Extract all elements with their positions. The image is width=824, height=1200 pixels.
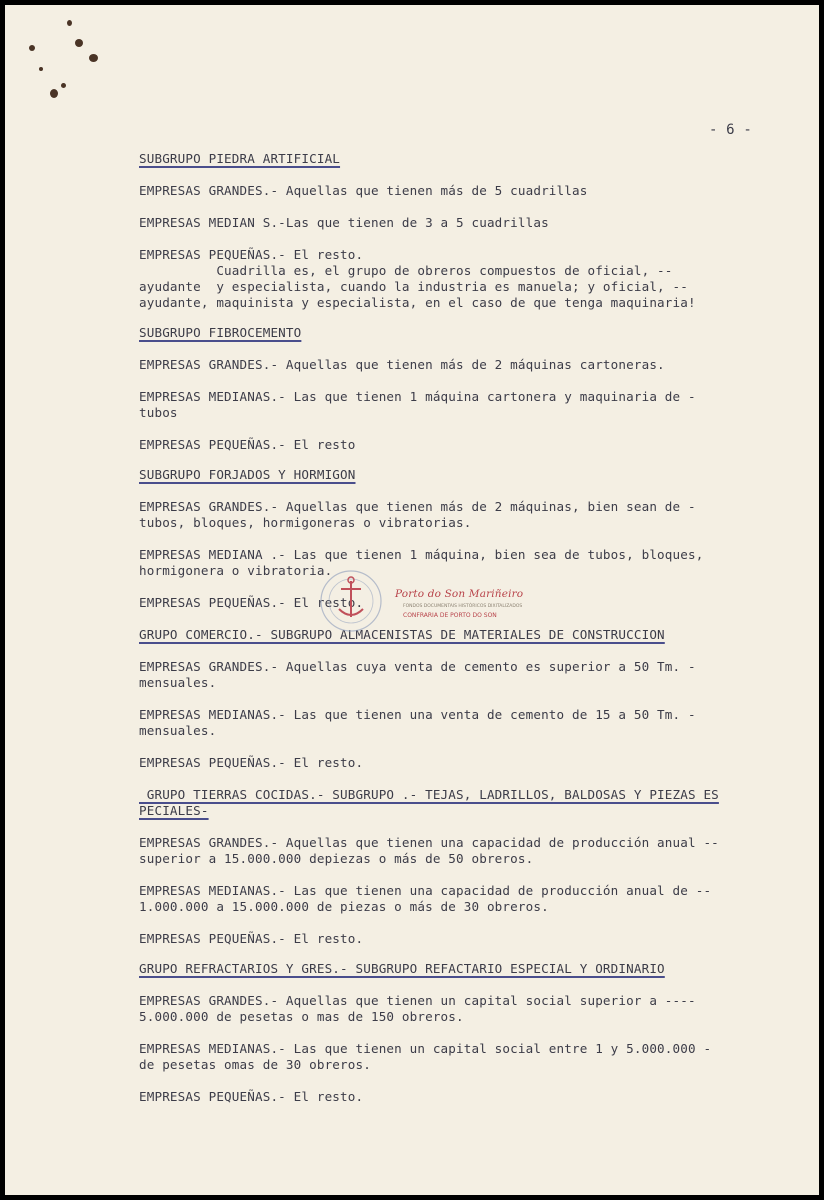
text-line: EMPRESAS MEDIANAS.- Las que tienen una capacidad de producción anual de -- — [139, 883, 712, 898]
text-line: EMPRESAS GRANDES.- Aquellas cuya venta de cemento es superior a 50 Tm. - — [139, 659, 696, 674]
text-line: ayudante, maquinista y especialista, en el caso de que tenga maquinaria! — [139, 295, 696, 310]
text-line: EMPRESAS PEQUEÑAS.- El resto — [139, 437, 356, 452]
text-line: tubos, bloques, hormigoneras o vibratorias. — [139, 515, 472, 530]
text-line: EMPRESAS GRANDES.- Aquellas que tienen más de 2 máquinas cartoneras. — [139, 357, 665, 372]
text-line: 1.000.000 a 15.000.000 de piezas o más de 30 obreros. — [139, 899, 549, 914]
ink-spot — [29, 45, 35, 51]
text-line: superior a 15.000.000 depiezas o más de 50 obreros. — [139, 851, 534, 866]
text-line: EMPRESAS PEQUEÑAS.- El resto. — [139, 755, 364, 770]
ink-spot — [75, 39, 83, 47]
watermark-seal-icon — [315, 565, 387, 637]
page-number: - 6 - — [709, 122, 752, 138]
text-line: de pesetas omas de 30 obreros. — [139, 1057, 371, 1072]
text-line: EMPRESAS PEQUEÑAS.- El resto. — [139, 247, 364, 262]
text-line: EMPRESAS MEDIANAS.- Las que tienen una venta de cemento de 15 a 50 Tm. - — [139, 707, 696, 722]
text-line: EMPRESAS PEQUEÑAS.- El resto. — [139, 595, 364, 610]
ink-spot — [39, 67, 43, 71]
section-heading: SUBGRUPO PIEDRA ARTIFICIAL — [139, 151, 341, 166]
text-line: mensuales. — [139, 723, 217, 738]
section-heading: SUBGRUPO FORJADOS Y HORMIGON — [139, 467, 356, 482]
text-line: mensuales. — [139, 675, 217, 690]
section-heading: GRUPO TIERRAS COCIDAS.- SUBGRUPO .- TEJAS, LADRILLOS, BALDOSAS Y PIEZAS ES — [139, 787, 719, 802]
watermark-brand: Porto do Son Mariñeiro — [395, 588, 524, 600]
text-line: EMPRESAS GRANDES.- Aquellas que tienen un capital social superior a ---- — [139, 993, 696, 1008]
text-line: Cuadrilla es, el grupo de obreros compuestos de oficial, -- — [139, 263, 673, 278]
text-line: EMPRESAS GRANDES.- Aquellas que tienen una capacidad de producción anual -- — [139, 835, 719, 850]
document-page — [5, 5, 819, 1195]
text-line: EMPRESAS MEDIANAS.- Las que tienen un capital social entre 1 y 5.000.000 - — [139, 1041, 712, 1056]
section-heading: PECIALES- — [139, 803, 209, 818]
text-line: EMPRESAS MEDIAN S.-Las que tienen de 3 a 5 cuadrillas — [139, 215, 549, 230]
text-line: EMPRESAS GRANDES.- Aquellas que tienen más de 2 máquinas, bien sean de - — [139, 499, 696, 514]
ink-spot — [67, 20, 72, 26]
text-line: ayudante y especialista, cuando la industria es manuela; y oficial, -- — [139, 279, 688, 294]
watermark-subtitle: FONDOS DOCUMENTAIS HISTÓRICOS DIXITALIZADOS — [403, 604, 523, 609]
text-line: EMPRESAS MEDIANA .- Las que tienen 1 máquina, bien sea de tubos, bloques, — [139, 547, 704, 562]
text-line: EMPRESAS PEQUEÑAS.- El resto. — [139, 1089, 364, 1104]
watermark-org: CONFRARIA DE PORTO DO SON — [403, 612, 497, 619]
text-line: 5.000.000 de pesetas o mas de 150 obreros. — [139, 1009, 464, 1024]
ink-spot — [89, 54, 98, 62]
ink-spot — [61, 83, 66, 88]
text-line: tubos — [139, 405, 178, 420]
section-heading: GRUPO COMERCIO.- SUBGRUPO ALMACENISTAS DE MATERIALES DE CONSTRUCCION — [139, 627, 665, 642]
text-line: EMPRESAS PEQUEÑAS.- El resto. — [139, 931, 364, 946]
text-line: EMPRESAS MEDIANAS.- Las que tienen 1 máquina cartonera y maquinaria de - — [139, 389, 696, 404]
text-line: EMPRESAS GRANDES.- Aquellas que tienen más de 5 cuadrillas — [139, 183, 588, 198]
text-line: hormigonera o vibratoria. — [139, 563, 333, 578]
section-heading: SUBGRUPO FIBROCEMENTO — [139, 325, 302, 340]
section-heading: GRUPO REFRACTARIOS Y GRES.- SUBGRUPO REFACTARIO ESPECIAL Y ORDINARIO — [139, 961, 665, 976]
ink-spot — [50, 89, 58, 98]
